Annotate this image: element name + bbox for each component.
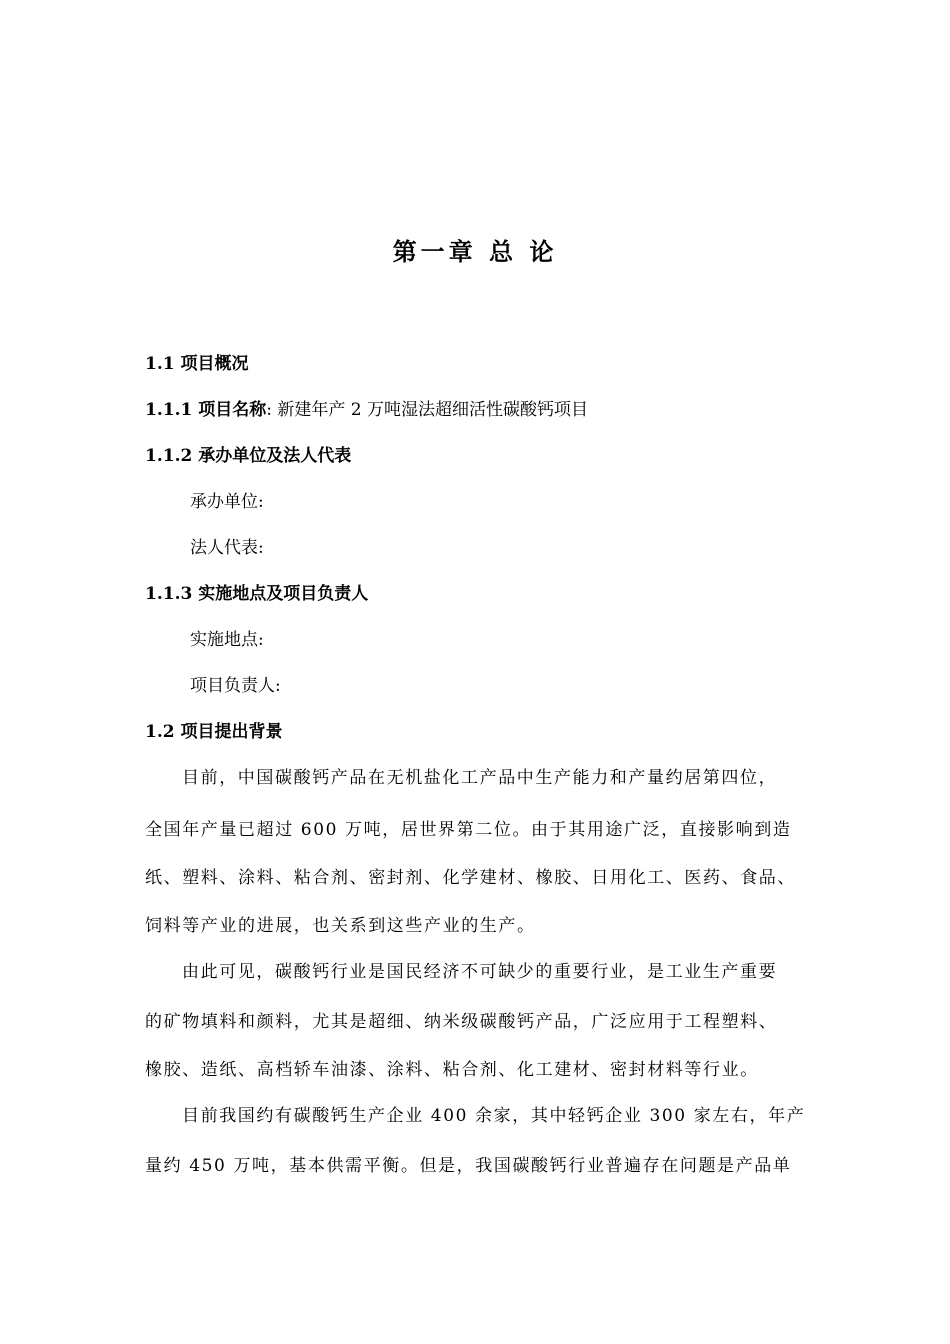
section-heading-1-1-3: 1.1.3 实施地点及项目负责人 — [145, 584, 369, 604]
section-heading-1-1: 1.1 项目概况 — [145, 354, 249, 374]
paragraph-2-line-2: 的矿物填料和颜料，尤其是超细、纳米级碳酸钙产品，广泛应用于工程塑料、 — [145, 1012, 778, 1032]
paragraph-2-line-3: 橡胶、造纸、高档轿车油漆、涂料、粘合剂、化工建材、密封材料等行业。 — [145, 1060, 759, 1080]
paragraph-1-line-3: 纸、塑料、涂料、粘合剂、密封剂、化学建材、橡胶、日用化工、医药、食品、 — [145, 868, 796, 888]
project-leader-label: 项目负责人: — [190, 676, 281, 696]
section-heading-1-1-2: 1.1.2 承办单位及法人代表 — [145, 446, 352, 466]
location-label: 实施地点: — [190, 630, 264, 650]
paragraph-1-line-2: 全国年产量已超过 600 万吨，居世界第二位。由于其用途广泛，直接影响到造 — [145, 820, 792, 840]
project-name-separator: : — [266, 400, 278, 420]
chapter-title: 第一章 总 论 — [392, 237, 558, 266]
project-name-line — [145, 398, 815, 422]
legal-rep-label: 法人代表: — [190, 538, 264, 558]
paragraph-3-line-1: 目前我国约有碳酸钙生产企业 400 余家，其中轻钙企业 300 家左右，年产 — [182, 1106, 806, 1126]
project-name-value: 新建年产 2 万吨湿法超细活性碳酸钙项目 — [277, 400, 589, 420]
undertaker-label: 承办单位: — [190, 492, 264, 512]
paragraph-1-line-1: 目前，中国碳酸钙产品在无机盐化工产品中生产能力和产量约居第四位， — [182, 768, 778, 788]
section-heading-1-2: 1.2 项目提出背景 — [145, 722, 283, 742]
project-name-label: 1.1.1 项目名称 — [145, 400, 267, 420]
paragraph-1-line-4: 饲料等产业的进展，也关系到这些产业的生产。 — [145, 916, 536, 936]
paragraph-2-line-1: 由此可见，碳酸钙行业是国民经济不可缺少的重要行业，是工业生产重要 — [182, 962, 778, 982]
paragraph-3-line-2: 量约 450 万吨，基本供需平衡。但是，我国碳酸钙行业普遍存在问题是产品单 — [145, 1156, 792, 1176]
